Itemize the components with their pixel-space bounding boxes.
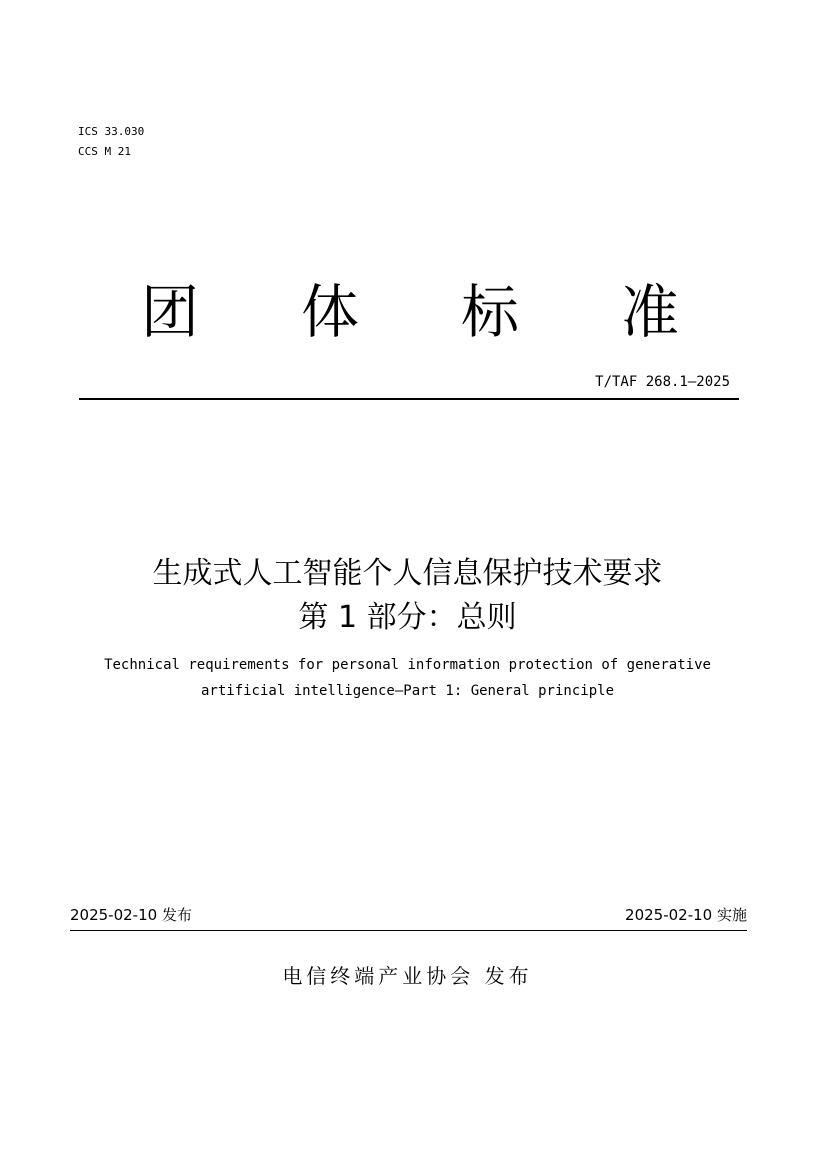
- ccs-code: CCS M 21: [78, 145, 131, 158]
- heading-char-4: 准: [620, 278, 679, 346]
- classification-codes: [78, 122, 144, 162]
- document-type-heading: [130, 272, 690, 352]
- implement-date: 2025-02-10 实施: [625, 906, 747, 924]
- english-title: [0, 652, 815, 704]
- heading-char-1: 团: [140, 278, 199, 346]
- chinese-title: [0, 552, 815, 640]
- heading-char-3: 标: [460, 278, 519, 346]
- header-divider: [79, 398, 739, 400]
- ics-code: ICS 33.030: [78, 125, 145, 138]
- chinese-title-line-1: 生成式人工智能个人信息保护技术要求: [152, 556, 663, 591]
- english-title-line-2: artificial intelligence—Part 1: General principle: [200, 683, 614, 699]
- chinese-title-line-2: 第 1 部分：总则: [298, 600, 517, 635]
- footer-divider: [70, 930, 747, 931]
- heading-char-2: 体: [300, 278, 359, 346]
- publisher: 电信终端产业协会 发布: [282, 964, 533, 988]
- standard-number: T/TAF 268.1—2025: [595, 374, 730, 390]
- publish-date: 2025-02-10 发布: [70, 906, 192, 924]
- english-title-line-1: Technical requirements for personal information protection of generative: [104, 657, 711, 673]
